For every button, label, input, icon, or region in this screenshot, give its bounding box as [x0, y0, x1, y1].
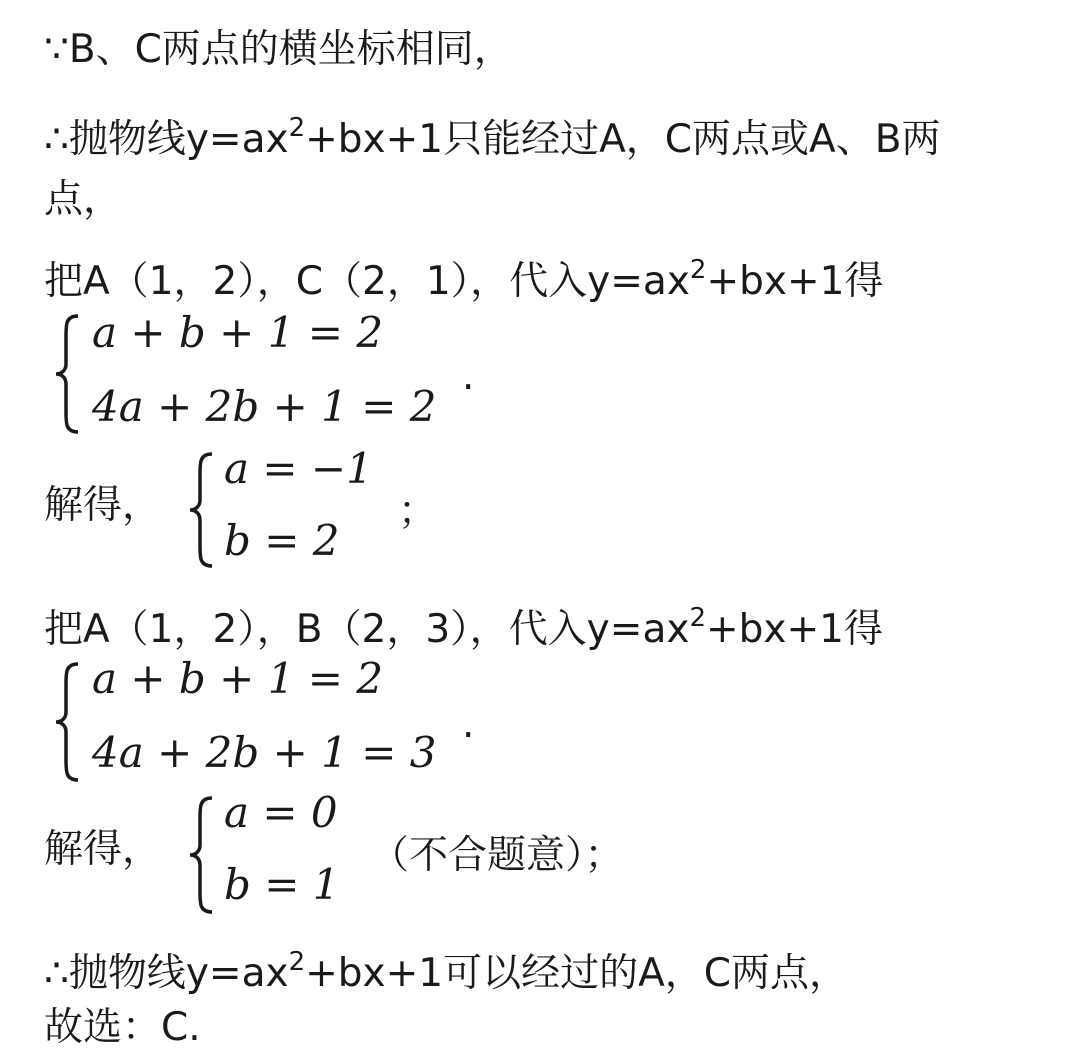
text-line-2-post: +bx+1只能经过A，C两点或A、B两 — [305, 117, 941, 162]
semicolon: ； — [398, 489, 438, 534]
equation-system-1 — [54, 308, 494, 436]
text-line-9-pre: 把A（1，2），B（2，3），代入y=ax — [44, 607, 690, 652]
exponent: 2 — [288, 113, 306, 143]
solution-a: a = 0 — [224, 788, 338, 837]
period: . — [462, 702, 475, 747]
conclusion-line — [44, 938, 848, 998]
text-line-4-post: +bx+1得 — [706, 259, 884, 304]
exponent: 2 — [288, 947, 306, 977]
exponent: 2 — [689, 255, 707, 285]
text-line-3: 点， — [44, 177, 123, 222]
equation-system-2 — [54, 654, 494, 784]
text-line-4 — [44, 246, 883, 306]
equation-3: a + b + 1 = 2 — [92, 654, 384, 703]
conclusion-pre: ∴抛物线y=ax — [44, 951, 289, 996]
left-brace-icon — [188, 450, 218, 570]
text-line-4-pre: 把A（1，2），C（2，1），代入y=ax — [44, 259, 690, 304]
left-brace-icon — [188, 794, 218, 916]
solution-system-1 — [188, 444, 448, 570]
text-line-2-pre: ∴抛物线y=ax — [44, 117, 289, 162]
solve-label-1: 解得， — [44, 483, 162, 528]
answer-line: 故选：C. — [44, 1005, 201, 1050]
left-brace-icon — [54, 660, 84, 784]
text-line-2 — [44, 104, 940, 164]
solve-label-2: 解得， — [44, 827, 162, 872]
solution-a: a = −1 — [224, 444, 373, 493]
rejection-note: （不合题意）； — [370, 833, 624, 878]
solution-b: b = 2 — [224, 516, 340, 565]
text-line-1: ∵B、C两点的横坐标相同， — [44, 27, 513, 72]
left-brace-icon — [54, 312, 84, 436]
text-line-9-post: +bx+1得 — [705, 607, 883, 652]
exponent: 2 — [689, 603, 706, 633]
conclusion-post: +bx+1可以经过的A，C两点， — [305, 951, 849, 996]
equation-1: a + b + 1 = 2 — [92, 308, 384, 357]
solution-b: b = 1 — [224, 860, 340, 909]
period: . — [462, 354, 475, 399]
text-line-9 — [44, 594, 883, 654]
equation-2: 4a + 2b + 1 = 2 — [92, 382, 437, 431]
equation-4: 4a + 2b + 1 = 3 — [92, 728, 437, 777]
solution-system-2 — [188, 788, 668, 916]
